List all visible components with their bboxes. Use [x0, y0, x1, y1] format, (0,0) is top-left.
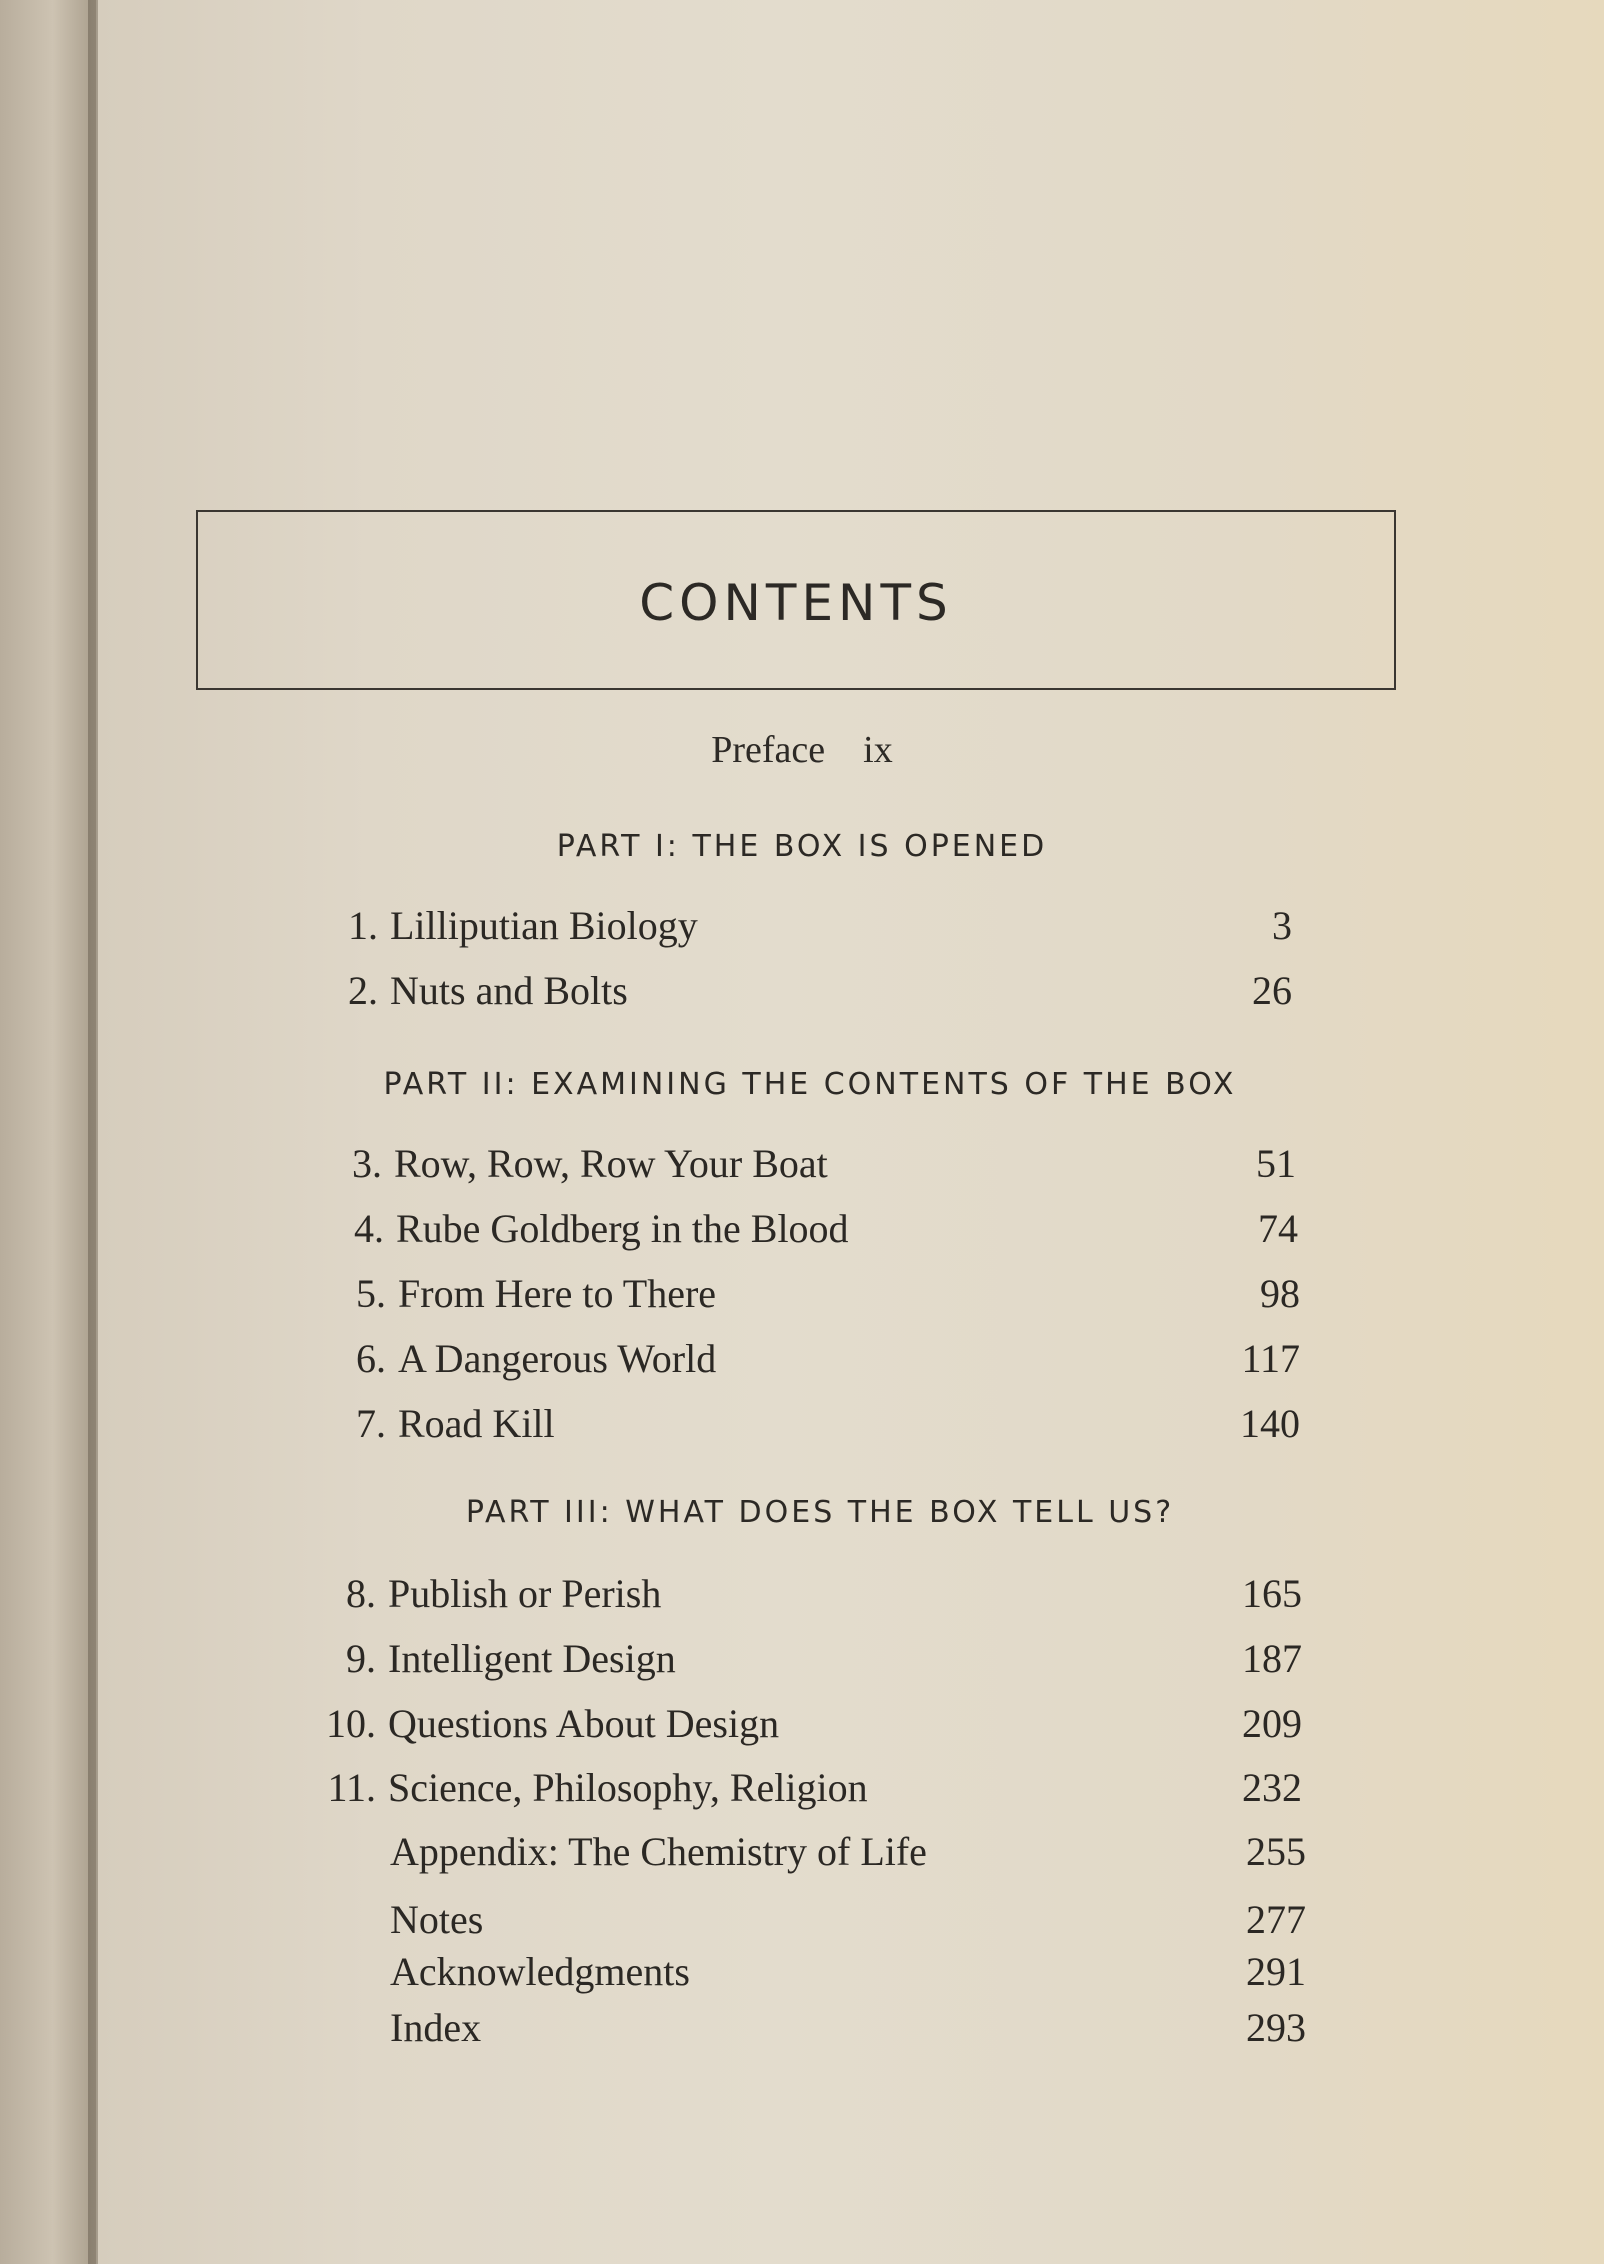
adjacent-page-edge [0, 0, 96, 2264]
entry-page: 187 [1242, 1636, 1302, 1681]
toc-back-matter-entry [318, 2004, 1306, 2054]
entry-number: 1. [348, 903, 378, 948]
entry-number: 2. [348, 968, 378, 1013]
entry-title: Row, Row, Row Your Boat [394, 1141, 828, 1186]
entry-page: 74 [1258, 1206, 1298, 1251]
entry-title: Notes [390, 1897, 484, 1942]
entry-title: Road Kill [398, 1401, 555, 1446]
page-title: CONTENTS [639, 574, 953, 632]
entry-page: 291 [1246, 1949, 1306, 1994]
entry-title: A Dangerous World [398, 1336, 717, 1381]
entry-number: 11. [327, 1765, 376, 1810]
entry-page: 293 [1246, 2005, 1306, 2050]
entry-number: 5. [356, 1271, 386, 1316]
entry-title: From Here to There [398, 1271, 717, 1316]
toc-entry [324, 1205, 1298, 1255]
contents-title-box [196, 510, 1396, 690]
toc-entry [316, 1570, 1302, 1620]
toc-entry [322, 1140, 1296, 1190]
part-heading-2: PART II: EXAMINING THE CONTENTS OF THE BOX [383, 1067, 1237, 1102]
preface-label: Preface [711, 729, 826, 771]
entry-page: 98 [1260, 1271, 1300, 1316]
entry-page: 209 [1242, 1701, 1302, 1746]
entry-page: 3 [1272, 903, 1292, 948]
preface-entry [0, 728, 1604, 772]
entry-title: Lilliputian Biology [390, 903, 698, 948]
entry-page: 255 [1246, 1829, 1306, 1874]
entry-number: 4. [354, 1206, 384, 1251]
entry-number: 8. [346, 1571, 376, 1616]
entry-title: Publish or Perish [388, 1571, 662, 1616]
entry-title: Questions About Design [388, 1701, 780, 1746]
toc-back-matter-entry [318, 1948, 1306, 1998]
entry-title: Nuts and Bolts [390, 968, 628, 1013]
toc-entry [318, 967, 1292, 1017]
entry-title: Appendix: The Chemistry of Life [390, 1829, 927, 1874]
entry-number: 6. [356, 1336, 386, 1381]
entry-page: 26 [1252, 968, 1292, 1013]
entry-page: 51 [1256, 1141, 1296, 1186]
toc-entry [326, 1400, 1300, 1450]
entry-number: 10. [326, 1701, 376, 1746]
entry-page: 165 [1242, 1571, 1302, 1616]
toc-back-matter-entry [318, 1828, 1306, 1878]
toc-entry [316, 1635, 1302, 1685]
entry-title: Acknowledgments [390, 1949, 690, 1994]
part-heading-1: PART I: THE BOX IS OPENED [556, 829, 1048, 864]
entry-number: 3. [352, 1141, 382, 1186]
toc-entry [326, 1335, 1300, 1385]
toc-entry [316, 1700, 1302, 1750]
entry-number: 7. [356, 1401, 386, 1446]
toc-back-matter-entry [318, 1896, 1306, 1946]
entry-number: 9. [346, 1636, 376, 1681]
preface-page: ix [863, 729, 893, 771]
entry-title: Science, Philosophy, Religion [388, 1765, 868, 1810]
entry-title: Rube Goldberg in the Blood [396, 1206, 849, 1251]
toc-entry [318, 902, 1292, 952]
entry-page: 140 [1240, 1401, 1300, 1446]
toc-entry [326, 1270, 1300, 1320]
entry-title: Intelligent Design [388, 1636, 676, 1681]
entry-page: 277 [1246, 1897, 1306, 1942]
entry-page: 232 [1242, 1765, 1302, 1810]
part-heading-3: PART III: WHAT DOES THE BOX TELL US? [465, 1495, 1175, 1530]
entry-page: 117 [1241, 1336, 1300, 1381]
entry-title: Index [390, 2005, 482, 2050]
toc-entry [316, 1764, 1302, 1814]
